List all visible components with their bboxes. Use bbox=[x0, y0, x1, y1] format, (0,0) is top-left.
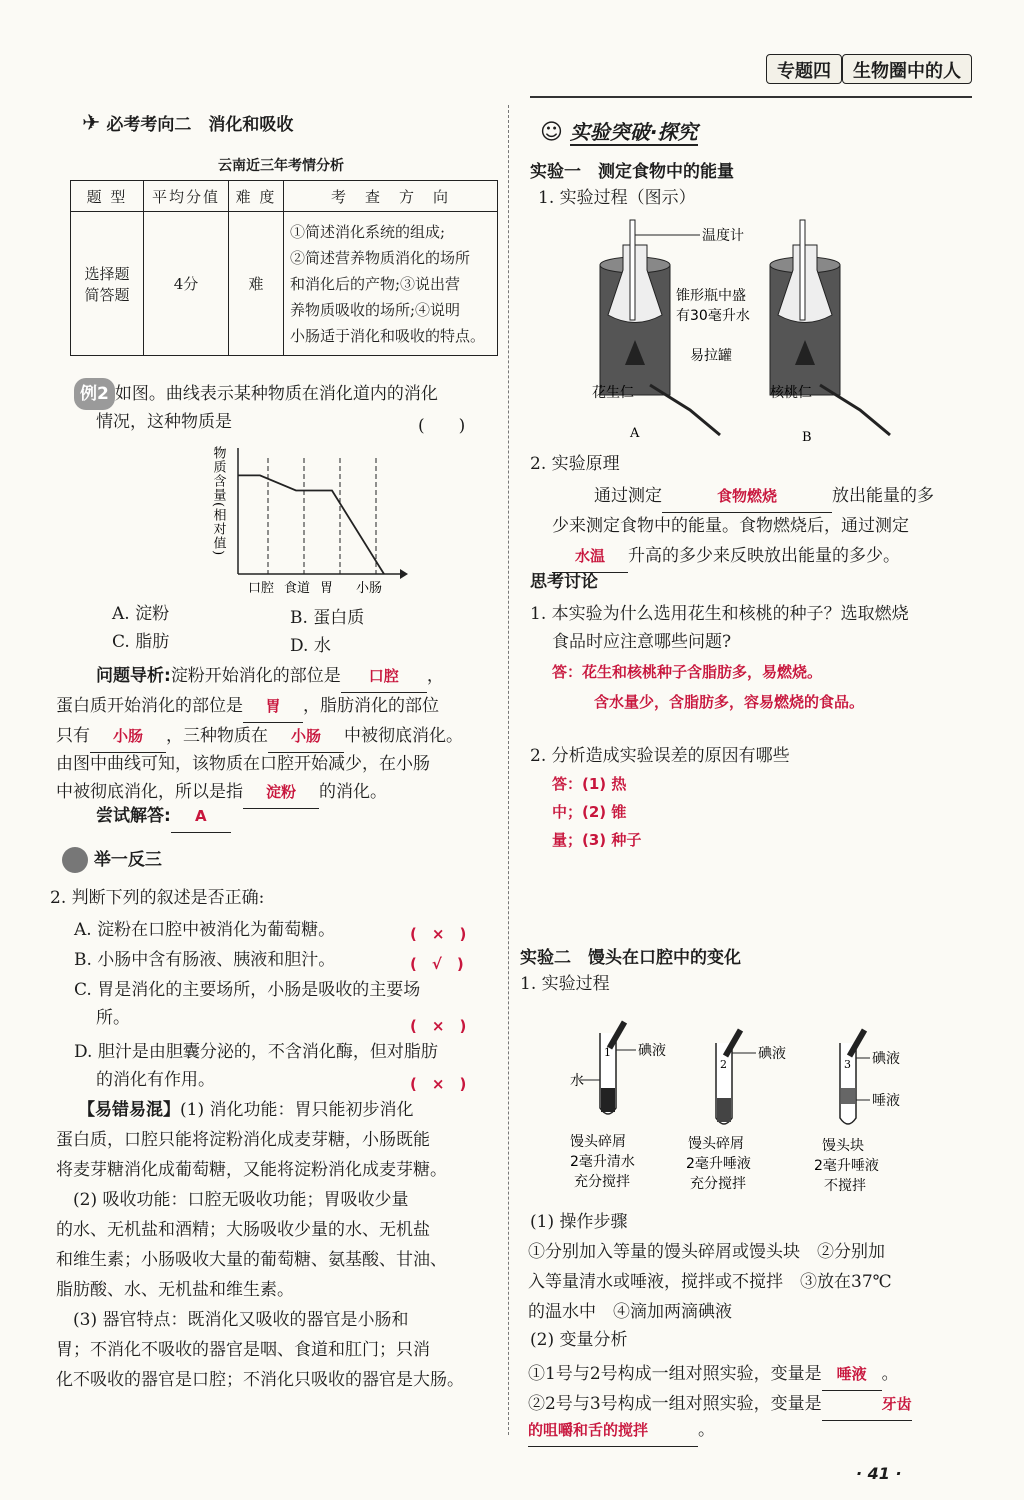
tube1-l2: 2毫升清水 bbox=[570, 1154, 635, 1170]
confuse-line-3: (2) 吸收功能：口腔无吸收功能；胃吸收少量 bbox=[56, 1190, 409, 1210]
label-iodine-2: 碘液 bbox=[758, 1046, 786, 1062]
label-flask-1: 锥形瓶中盛 bbox=[676, 288, 746, 304]
title-badge: 生物圈中的人 bbox=[842, 54, 972, 84]
th-difficulty: 难 度 bbox=[229, 181, 284, 212]
section-title: ✈ 必考考向二 消化和吸收 bbox=[82, 111, 294, 136]
label-water: 水 bbox=[570, 1073, 584, 1089]
confuse-line-8: 胃；不消化不吸收的器官是咽、食道和肛门；只消 bbox=[56, 1340, 430, 1360]
hand-a bbox=[650, 385, 720, 435]
var-line-1: ①1号与2号构成一组对照实验，变量是 唾液 。 bbox=[528, 1358, 899, 1391]
label-b: B bbox=[802, 430, 812, 445]
x-tick-label: 胃 bbox=[320, 581, 334, 596]
judge-a-mark: ( × ) bbox=[410, 925, 467, 943]
label-saliva: 唾液 bbox=[872, 1093, 900, 1109]
cell-type: 选择题 简答题 bbox=[71, 212, 144, 356]
tube3-l1: 馒头块 bbox=[822, 1138, 864, 1154]
var-line-3: 的咀嚼和舌的搅拌 。 bbox=[528, 1414, 715, 1447]
x-tick-label: 口腔 bbox=[248, 581, 275, 596]
answer-blank-4: 小肠 bbox=[268, 720, 344, 753]
confuse-line-5: 和维生素；小肠吸收大量的葡萄糖、氨基酸、甘油、 bbox=[56, 1250, 447, 1270]
label-can: 易拉罐 bbox=[690, 348, 732, 364]
answer-blank-2: 胃 bbox=[243, 690, 303, 723]
confuse-line-9: 化不吸收的器官是口腔；不消化只吸收的器官是大肠。 bbox=[56, 1370, 464, 1390]
tube-3 bbox=[840, 1029, 867, 1124]
answer-paren: ( ) bbox=[418, 416, 466, 436]
label-a: A bbox=[630, 426, 640, 441]
label-iodine-3: 碘液 bbox=[872, 1051, 900, 1067]
exp1-step1: 1. 实验过程（图示） bbox=[538, 188, 696, 208]
var-blank-2: 牙齿 bbox=[822, 1388, 912, 1421]
answer-blank-1: 口腔 bbox=[341, 660, 427, 693]
hand-b bbox=[820, 385, 890, 435]
column-divider bbox=[508, 105, 509, 1435]
tube-1 bbox=[600, 1021, 627, 1114]
confuse-line-1: 蛋白质，口腔只能将淀粉消化成麦芽糖，小肠既能 bbox=[56, 1130, 430, 1150]
header-badges bbox=[766, 54, 972, 84]
topic-badge: 专题四 bbox=[766, 54, 842, 84]
practice-icon bbox=[62, 847, 88, 873]
confuse-line-7: (3) 器官特点：既消化又吸收的器官是小肠和 bbox=[56, 1310, 409, 1330]
chart-ylabel: 物质含量(相对值) bbox=[210, 446, 226, 557]
judge-b: B. 小肠中含有肠液、胰液和胆汁。 bbox=[74, 950, 336, 970]
guide-line-1: 问题导析:淀粉开始消化的部位是 口腔 ， bbox=[96, 660, 444, 693]
answer-blank-3: 小肠 bbox=[90, 720, 166, 753]
var-line-2: ②2号与3号构成一组对照实验，变量是 牙齿 bbox=[528, 1388, 912, 1421]
label-flask-2: 有30毫升水 bbox=[676, 308, 750, 324]
confuse-line-4: 的水、无机盐和酒精；大肠吸收少量的水、无机盐 bbox=[56, 1220, 430, 1240]
try-answer: 尝试解答: A bbox=[96, 800, 231, 833]
tube2-l1: 馒头碎屑 bbox=[688, 1136, 744, 1152]
svg-text:2: 2 bbox=[720, 1058, 727, 1071]
exp2-title: 实验二 馒头在口腔中的变化 bbox=[520, 948, 741, 968]
option-d: D. 水 bbox=[290, 636, 331, 656]
question-2: 2. 判断下列的叙述是否正确: bbox=[50, 888, 265, 908]
header-rule bbox=[530, 96, 972, 98]
cell-difficulty: 难 bbox=[229, 212, 284, 356]
cell-score: 4分 bbox=[144, 212, 229, 356]
principle-line-2: 少来测定食物中的能量。食物燃烧后，通过测定 bbox=[552, 516, 909, 536]
example-question-2: 情况，这种物质是 bbox=[96, 412, 232, 432]
ops-line-1: ①分别加入等量的馒头碎屑或馒头块 ②分别加 bbox=[528, 1242, 885, 1262]
tube1-l3: 充分搅拌 bbox=[574, 1174, 630, 1190]
think-a1b: 含水量少，含脂肪多，容易燃烧的食品。 bbox=[594, 693, 865, 711]
label-iodine-1: 碘液 bbox=[638, 1043, 666, 1059]
apparatus-a bbox=[600, 220, 670, 395]
x-tick-label: 食道 bbox=[284, 581, 311, 596]
tube2-l3: 充分搅拌 bbox=[690, 1176, 746, 1192]
ops-line-2: 入等量清水或唾液，搅拌或不搅拌 ③放在37℃ bbox=[528, 1272, 892, 1292]
confuse-line-2: 将麦芽糖消化成葡萄糖，又能将淀粉消化成麦芽糖。 bbox=[56, 1160, 447, 1180]
confuse-line-0: 【易错易混】(1) 消化功能：胃只能初步消化 bbox=[78, 1100, 414, 1120]
judge-c-mark: ( × ) bbox=[410, 1017, 467, 1035]
ops-title: (1) 操作步骤 bbox=[530, 1212, 628, 1232]
ops-line-3: 的温水中 ④滴加两滴碘液 bbox=[528, 1302, 732, 1322]
apparatus-b bbox=[770, 220, 840, 395]
think-a1a: 答：花生和核桃种子含脂肪多，易燃烧。 bbox=[552, 663, 823, 681]
tube1-l1: 馒头碎屑 bbox=[570, 1134, 626, 1150]
energy-apparatus-figure bbox=[590, 215, 930, 455]
think-q2: 2. 分析造成实验误差的原因有哪些 bbox=[530, 746, 790, 766]
cell-direction: ①简述消化系统的组成; ②简述营养物质消化的场所 和消化后的产物;③说出营 养物质吸收的场所;④说明 小肠适于消化和吸收的特点。 bbox=[284, 212, 498, 356]
principle-blank-1: 食物燃烧 bbox=[662, 480, 832, 513]
exp2-step1: 1. 实验过程 bbox=[520, 974, 610, 994]
var-title: (2) 变量分析 bbox=[530, 1330, 628, 1350]
var-blank-3: 的咀嚼和舌的搅拌 bbox=[528, 1414, 698, 1447]
experiment-banner: ☺ 实验突破·探究 bbox=[540, 120, 698, 145]
confuse-line-6: 脂肪酸、水、无机盐和维生素。 bbox=[56, 1280, 294, 1300]
label-walnut: 核桃仁 bbox=[770, 385, 812, 401]
try-answer-blank: A bbox=[171, 800, 231, 833]
tube-2 bbox=[716, 1029, 743, 1124]
example-tag: 例2 bbox=[74, 378, 115, 410]
guide-line-3: 只有 小肠 ，三种物质在 小肠 中被彻底消化。 bbox=[56, 720, 463, 753]
answer-blank-5: 淀粉 bbox=[243, 776, 319, 809]
x-arrow bbox=[400, 569, 408, 579]
var-blank-1: 唾液 bbox=[822, 1358, 882, 1391]
guide-line-2: 蛋白质开始消化的部位是 胃 ，脂肪消化的部位 bbox=[56, 690, 439, 723]
label-peanut: 花生仁 bbox=[592, 385, 634, 401]
judge-d: D. 胆汁是由胆囊分泌的，不含消化酶，但对脂肪 bbox=[74, 1042, 438, 1062]
th-score: 平均分值 bbox=[144, 181, 229, 212]
digestion-curve bbox=[238, 475, 384, 574]
think-a2b: 中；(2) 锥 bbox=[552, 803, 627, 821]
practice-title: 举一反三 bbox=[62, 844, 162, 876]
exp1-step2: 2. 实验原理 bbox=[530, 454, 620, 474]
option-c: C. 脂肪 bbox=[112, 632, 170, 652]
example-question: 例2 如图。曲线表示某种物质在消化道内的消化 bbox=[74, 378, 438, 410]
judge-d-mark: ( × ) bbox=[410, 1075, 467, 1093]
judge-d-cont: 的消化有作用。 bbox=[96, 1070, 215, 1090]
label-thermometer: 温度计 bbox=[702, 228, 744, 244]
page-number: · 41 · bbox=[856, 1464, 902, 1483]
option-a: A. 淀粉 bbox=[112, 604, 170, 624]
think-title: 思考讨论 bbox=[530, 572, 598, 592]
principle-line-3: 水温 升高的多少来反映放出能量的多少。 bbox=[552, 540, 900, 573]
think-q1b: 食品时应注意哪些问题? bbox=[552, 632, 732, 652]
digestion-chart bbox=[200, 438, 410, 598]
guide-line-4: 由图中曲线可知，该物质在口腔开始减少，在小肠 bbox=[56, 754, 430, 774]
option-b: B. 蛋白质 bbox=[290, 608, 365, 628]
exam-analysis-table bbox=[70, 180, 498, 356]
x-tick-label: 小肠 bbox=[356, 581, 383, 596]
guide-line-5: 中被彻底消化，所以是指 淀粉 的消化。 bbox=[56, 776, 387, 809]
tube2-l2: 2毫升唾液 bbox=[686, 1156, 751, 1172]
judge-a: A. 淀粉在口腔中被消化为葡萄糖。 bbox=[74, 920, 336, 940]
judge-b-mark: ( √ ) bbox=[410, 955, 464, 973]
exp1-title: 实验一 测定食物中的能量 bbox=[530, 162, 734, 182]
think-a2a: 答：(1) 热 bbox=[552, 775, 627, 793]
table-caption: 云南近三年考情分析 bbox=[218, 158, 344, 174]
svg-text:3: 3 bbox=[844, 1058, 851, 1071]
judge-c-cont: 所。 bbox=[96, 1008, 130, 1028]
think-a2c: 量；(3) 种子 bbox=[552, 831, 642, 849]
svg-text:1: 1 bbox=[604, 1046, 611, 1059]
test-tube-figure bbox=[560, 1018, 920, 1198]
tube3-l3: 不搅拌 bbox=[824, 1178, 866, 1194]
principle-blank-2: 水温 bbox=[552, 540, 628, 573]
principle-line-1: 通过测定 食物燃烧 放出能量的多 bbox=[594, 480, 934, 513]
th-direction: 考 查 方 向 bbox=[284, 181, 498, 212]
th-type: 题 型 bbox=[71, 181, 144, 212]
tube3-l2: 2毫升唾液 bbox=[814, 1158, 879, 1174]
think-q1a: 1. 本实验为什么选用花生和核桃的种子？选取燃烧 bbox=[530, 604, 909, 624]
judge-c: C. 胃是消化的主要场所，小肠是吸收的主要场 bbox=[74, 980, 421, 1000]
